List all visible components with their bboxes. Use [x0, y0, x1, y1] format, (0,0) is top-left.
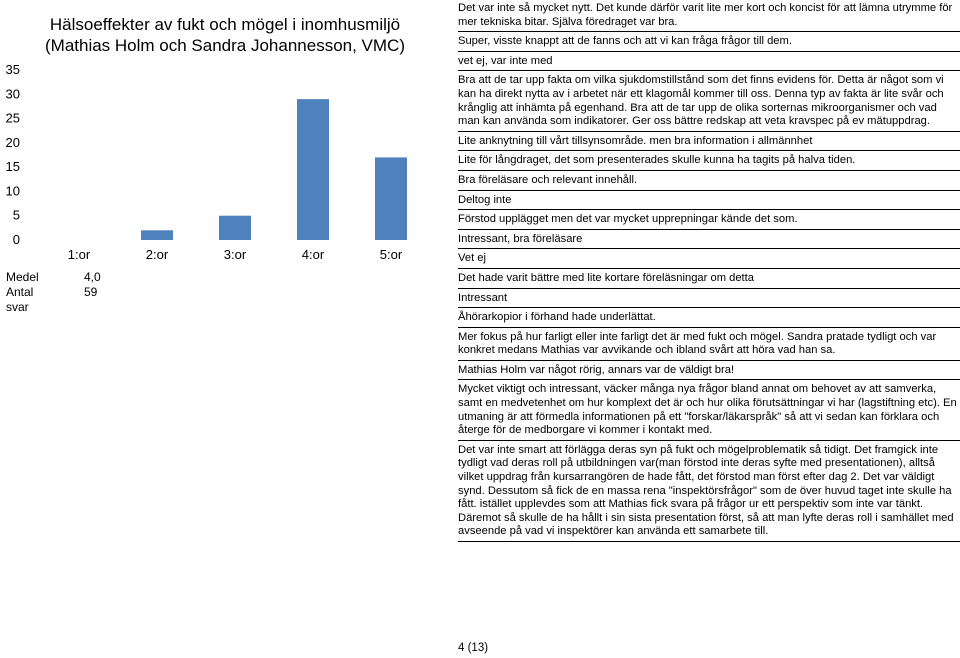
y-tick-label: 20: [5, 134, 20, 150]
comment-item: Det hade varit bättre med lite kortare föreläsningar om detta: [458, 272, 960, 289]
comments-list: [458, 2, 960, 545]
x-tick-label: 3:or: [223, 247, 247, 262]
bar-2or: [141, 230, 173, 240]
y-tick-label: 5: [12, 207, 20, 223]
y-tick-label: 35: [5, 62, 20, 77]
y-tick-label: 10: [5, 183, 20, 199]
y-tick-label: 15: [5, 159, 20, 175]
mean-value: 4,0: [84, 270, 101, 284]
y-axis: [6, 62, 20, 247]
x-tick-label: 4:or: [301, 247, 325, 262]
mean-label: Medel: [6, 270, 39, 284]
x-axis: [68, 247, 403, 262]
comment-item: Lite anknytning till vårt tillsynsområde. men bra information i allmännhet: [458, 135, 960, 152]
comment-item: Lite för långdraget, det som presenterades skulle kunna ha tagits på halva tiden.: [458, 154, 960, 171]
comment-item: Åhörarkopior i förhand hade underlättat.: [458, 311, 960, 328]
y-tick-label: 30: [5, 86, 20, 102]
x-tick-label: 1:or: [67, 247, 91, 262]
page-number: 4 (13): [458, 642, 489, 654]
bar-chart: [0, 0, 450, 270]
comment-item: Bra föreläsare och relevant innehåll.: [458, 174, 960, 191]
bar-3or: [219, 216, 251, 240]
bar-5or: [375, 157, 407, 240]
comment-item: Intressant, bra föreläsare: [458, 233, 960, 250]
comment-item: Mathias Holm var något rörig, annars var de väldigt bra!: [458, 364, 960, 381]
count-label: Antal svar: [6, 285, 34, 314]
bar-4or: [297, 99, 329, 240]
y-tick-label: 0: [12, 232, 20, 247]
bar-series: [141, 99, 407, 240]
comment-item: Vet ej: [458, 252, 960, 269]
comment-item: Super, visste knappt att de fanns och att vi kan fråga frågor till dem.: [458, 35, 960, 52]
chart-title: Hälsoeffekter av fukt och mögel i inomhusmiljö: [49, 15, 401, 34]
comment-item: Mycket viktigt och intressant, väcker många nya frågor bland annat om behovet av att samverka, samt en medvetenhet om hur komplext det är och hur olika förutsättningar vi har (lagstiftning etc). En utmaning är att förmedla informationen på ett "forskar/läkarspråk" så att vi sedan kan förklara och återge för de medborgare vi kommer i kontakt med.: [458, 383, 960, 440]
comment-item: Deltog inte: [458, 194, 960, 211]
x-tick-label: 5:or: [379, 247, 403, 262]
comment-item: vet ej, var inte med: [458, 55, 960, 72]
comment-item: Mer fokus på hur farligt eller inte farligt det är med fukt och mögel. Sandra pratade tydligt och var konkret medans Mathias var avvikande och ibland svårt att höra vad han sa.: [458, 331, 960, 361]
comment-item: Det var inte så mycket nytt. Det kunde därför varit lite mer kort och koncist för att lämna utrymme för mer tekniska bitar. Själva föredraget var bra.: [458, 2, 960, 32]
comment-item: Intressant: [458, 292, 960, 309]
y-tick-label: 25: [5, 110, 20, 126]
x-tick-label: 2:or: [145, 247, 169, 262]
comment-item: Det var inte smart att förlägga deras syn på fukt och mögelproblematik så tidigt. Det framgick inte tydligt vad deras roll på utbildningen var(man förstod inte deras syfte med presentationen), alltså vilket uppdrag från kursarrangören de hade fått, det förstod man först efter dag 2. Det var väldigt synd. Dessutom så fick de en massa rena "inspektörsfrågor" som de över huvud taget inte skulle ha fått. istället upplevdes som att Mathias fick svara på frågor ur ett perspektiv som inte var tänkt. Däremot så skulle de ha hållt i sin sista presentation först, så att man lyfte deras roll i samhället med avseende på vad vi inspektörer kan använda ett samarbete till.: [458, 444, 960, 542]
comment-item: Förstod upplägget men det var mycket upprepningar kände det som.: [458, 213, 960, 230]
chart-subtitle: (Mathias Holm och Sandra Johannesson, VMC): [45, 36, 405, 55]
comment-item: Bra att de tar upp fakta om vilka sjukdomstillstånd som det finns evidens för. Detta är något som vi kan ha direkt nytta av i arbetet när ett klagomål kommer till oss. Denna typ av fakta är lite svår och krånglig att inhämta på egenhand. Bra att de tar upp de olika sorternas mikroorganismer och vad man kan använda som indikatorer. Ger oss bättre redskap att veta kravspec på ev mätuppdrag.: [458, 74, 960, 131]
count-value: 59: [84, 285, 98, 299]
